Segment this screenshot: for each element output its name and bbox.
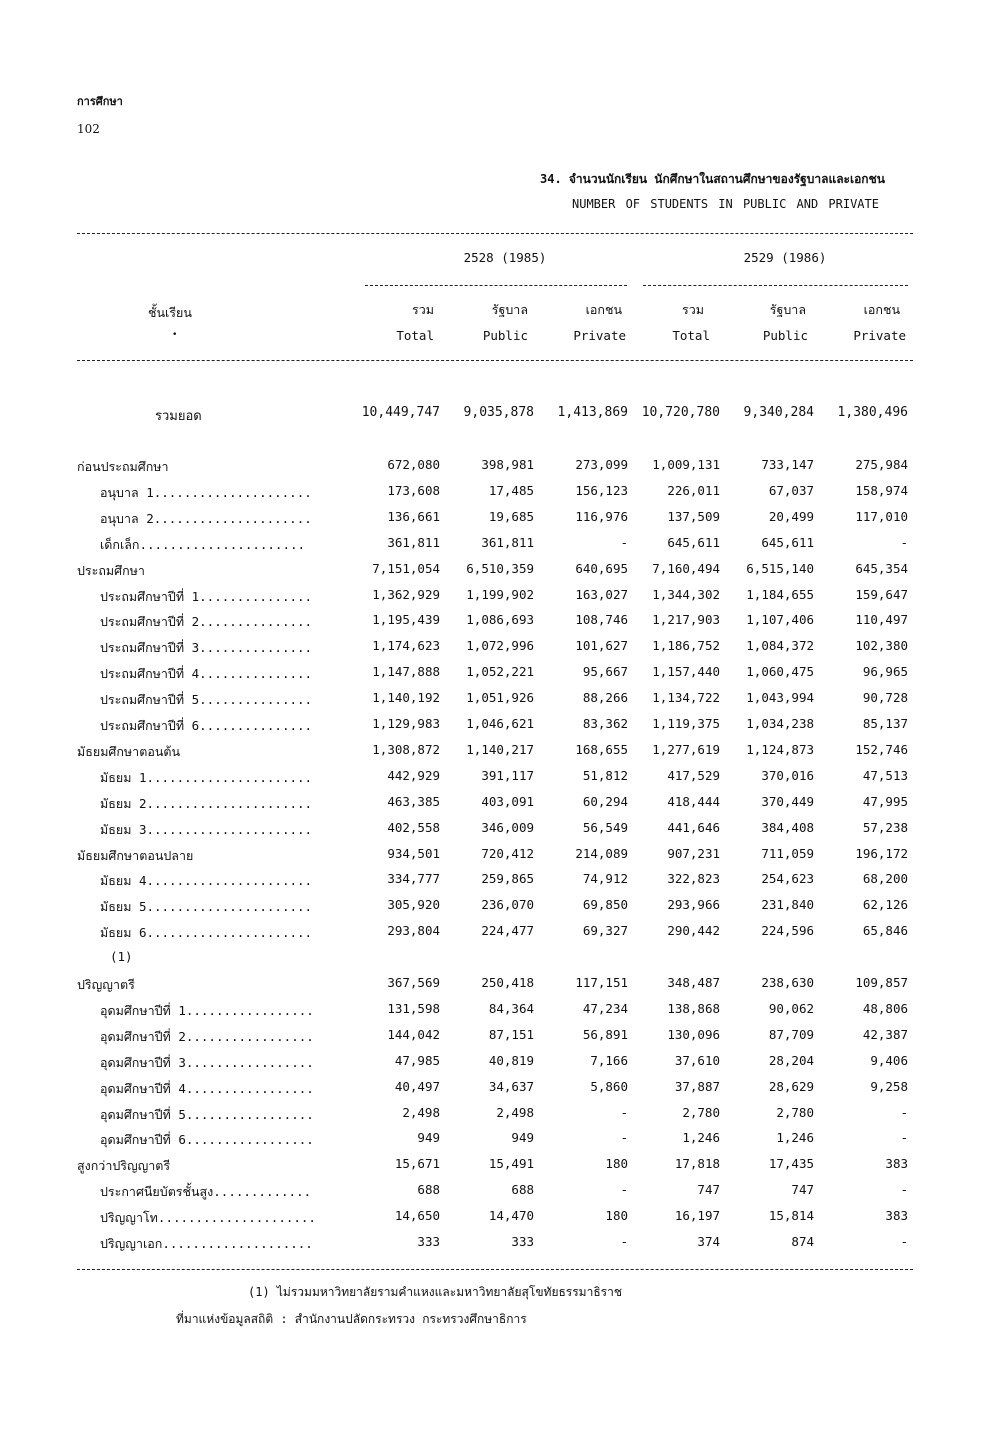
row-label: ประถมศึกษาปีที่ 5............... xyxy=(100,692,313,708)
table-row xyxy=(0,1182,990,1208)
cell-value: 131,598 xyxy=(387,1000,440,1016)
cell-value: 7,160,494 xyxy=(652,560,720,576)
cell-value: 144,042 xyxy=(387,1026,440,1042)
col-header-en-private-1986: Private xyxy=(853,328,906,343)
cell-value: 250,418 xyxy=(481,975,534,990)
row-label: มัธยมศึกษาตอนปลาย xyxy=(77,847,194,863)
col-header-th-private-1986: เอกชน xyxy=(863,302,900,317)
table-row xyxy=(0,1001,990,1027)
cell-value: 1,043,994 xyxy=(746,690,814,706)
cell-value: 361,811 xyxy=(481,534,534,550)
cell-value: 934,501 xyxy=(387,845,440,861)
cell-value: 87,151 xyxy=(488,1026,534,1042)
cell-value: 370,449 xyxy=(761,793,814,809)
source-note: ที่มาแห่งข้อมูลสถิติ : สำนักงานปลัดกระทรวง กระทรวงศึกษาธิการ xyxy=(176,1312,527,1326)
cell-value: 645,354 xyxy=(855,560,908,576)
running-head: การศึกษา xyxy=(77,95,123,108)
table-row xyxy=(0,1208,990,1234)
row-label: ปริญญาตรี xyxy=(77,977,135,992)
col-header-en-total-1985: Total xyxy=(396,328,434,343)
cell-value: 69,850 xyxy=(582,897,628,913)
cell-value: 15,814 xyxy=(768,1208,814,1224)
cell-value: - xyxy=(900,1182,908,1198)
cell-value: 47,234 xyxy=(582,1000,628,1016)
col-header-en-private-1985: Private xyxy=(573,328,626,343)
table-row xyxy=(0,871,990,897)
cell-value: 74,912 xyxy=(582,871,628,887)
row-label: อนุบาล 2..................... xyxy=(100,510,312,526)
cell-value: 398,981 xyxy=(481,457,534,472)
table-row xyxy=(0,742,990,768)
row-label: ปริญญาโท..................... xyxy=(100,1210,316,1226)
cell-value: 34,637 xyxy=(488,1078,534,1094)
row-label: อุดมศึกษาปีที่ 4................. xyxy=(100,1080,314,1096)
row-label: สูงกว่าปริญญาตรี xyxy=(77,1158,171,1174)
cell-value: 137,509 xyxy=(667,508,720,524)
cell-value: 293,804 xyxy=(387,923,440,939)
cell-value: 747 xyxy=(697,1182,720,1198)
cell-value: 1,129,983 xyxy=(372,716,440,731)
year-header-1986: 2529 (1986) xyxy=(743,250,827,265)
total-row-label: รวมยอด xyxy=(155,409,202,424)
cell-value: 20,499 xyxy=(768,508,814,524)
page-number: 102 xyxy=(77,122,100,136)
cell-value: 231,840 xyxy=(761,897,814,913)
table-row xyxy=(0,690,990,716)
row-label: ประถมศึกษาปีที่ 2............... xyxy=(100,614,313,630)
cell-value: 1,277,619 xyxy=(652,741,720,757)
cell-value: 1,199,902 xyxy=(466,586,534,602)
cell-value: 84,364 xyxy=(488,1000,534,1016)
cell-value: 56,549 xyxy=(582,819,628,835)
cell-value: 293,966 xyxy=(667,897,720,913)
row-label: อุดมศึกษาปีที่ 2................. xyxy=(100,1028,314,1044)
cell-value: 273,099 xyxy=(575,457,628,472)
table-row xyxy=(0,768,990,794)
cell-value: 15,491 xyxy=(488,1156,534,1172)
cell-value: 1,140,217 xyxy=(466,741,534,757)
cell-value: 2,498 xyxy=(496,1104,534,1120)
cell-value: 334,777 xyxy=(387,871,440,887)
cell-value: 7,151,054 xyxy=(372,560,440,576)
table-row xyxy=(0,561,990,587)
cell-value: 383 xyxy=(885,1208,908,1224)
row-label: ปริญญาเอก.................... xyxy=(100,1236,313,1251)
row-label: อุดมศึกษาปีที่ 5................. xyxy=(100,1106,314,1122)
cell-value: 87,709 xyxy=(768,1026,814,1042)
total-value: 1,413,869 xyxy=(557,405,628,420)
col-header-th-public-1986: รัฐบาล xyxy=(769,302,806,317)
cell-value: 47,513 xyxy=(862,767,908,783)
cell-value: 67,037 xyxy=(768,482,814,498)
cell-value: 47,985 xyxy=(394,1052,440,1068)
cell-value: 117,010 xyxy=(855,508,908,524)
col-header-en-public-1985: Public xyxy=(482,328,528,343)
table-row xyxy=(0,716,990,742)
cell-value: 28,629 xyxy=(768,1078,814,1094)
cell-value: 1,186,752 xyxy=(652,638,720,654)
cell-value: 17,435 xyxy=(768,1156,814,1172)
cell-value: 874 xyxy=(791,1234,814,1249)
cell-value: 95,667 xyxy=(582,664,628,680)
cell-value: 90,062 xyxy=(768,1000,814,1016)
cell-value: 9,406 xyxy=(870,1052,908,1068)
cell-value: 238,630 xyxy=(761,975,814,990)
cell-value: 254,623 xyxy=(761,871,814,887)
cell-value: 40,819 xyxy=(488,1052,534,1068)
table-row xyxy=(0,897,990,923)
table-row xyxy=(0,535,990,561)
cell-value: 1,217,903 xyxy=(652,612,720,628)
cell-value: 159,647 xyxy=(855,586,908,602)
table-row xyxy=(0,612,990,638)
cell-value: 1,009,131 xyxy=(652,457,720,472)
col-header-th-total-1986: รวม xyxy=(682,302,704,317)
cell-value: 48,806 xyxy=(862,1000,908,1016)
row-label: มัธยมศึกษาตอนต้น xyxy=(77,743,181,759)
cell-value: 672,080 xyxy=(387,457,440,472)
cell-value: 83,362 xyxy=(582,716,628,731)
table-row xyxy=(0,820,990,846)
cell-value: 1,072,996 xyxy=(466,638,534,654)
cell-value: 1,086,693 xyxy=(466,612,534,628)
table-title-english: NUMBER OF STUDENTS IN PUBLIC AND PRIVATE xyxy=(572,197,879,211)
cell-value: 949 xyxy=(417,1130,440,1146)
table-row xyxy=(0,483,990,509)
cell-value: 109,857 xyxy=(855,975,908,990)
bottom-rule xyxy=(77,1269,913,1270)
cell-value: 275,984 xyxy=(855,457,908,472)
row-label: ประถมศึกษาปีที่ 4............... xyxy=(100,666,313,682)
stub-header: ชั้นเรียน xyxy=(148,305,192,320)
row-label: มัธยม 3...................... xyxy=(100,821,313,837)
cell-value: 402,558 xyxy=(387,819,440,835)
cell-value: 1,174,623 xyxy=(372,638,440,654)
table-title-thai: 34. จำนวนนักเรียน นักศึกษาในสถานศึกษาของรัฐบาลและเอกชน xyxy=(540,172,885,186)
cell-value: 65,846 xyxy=(862,923,908,939)
cell-value: 1,107,406 xyxy=(746,612,814,628)
total-value: 10,449,747 xyxy=(361,405,440,420)
table-row xyxy=(0,457,990,483)
table-row xyxy=(0,794,990,820)
cell-value: 136,661 xyxy=(387,508,440,524)
cell-value: 688 xyxy=(511,1182,534,1198)
total-value: 9,340,284 xyxy=(743,405,814,420)
cell-value: 108,746 xyxy=(575,612,628,628)
cell-value: 57,238 xyxy=(862,819,908,835)
cell-value: 907,231 xyxy=(667,845,720,861)
top-rule xyxy=(77,233,913,234)
cell-value: 305,920 xyxy=(387,897,440,913)
cell-value: 130,096 xyxy=(667,1026,720,1042)
cell-value: 1,034,238 xyxy=(746,716,814,731)
cell-value: 747 xyxy=(791,1182,814,1198)
cell-value: 333 xyxy=(417,1234,440,1249)
cell-value: 259,865 xyxy=(481,871,534,887)
cell-value: 180 xyxy=(605,1156,628,1172)
cell-value: 1,362,929 xyxy=(372,586,440,602)
cell-value: 733,147 xyxy=(761,457,814,472)
cell-value: 1,157,440 xyxy=(652,664,720,680)
cell-value: 1,195,439 xyxy=(372,612,440,628)
cell-value: - xyxy=(900,1130,908,1146)
cell-value: 102,380 xyxy=(855,638,908,654)
col-header-th-private-1985: เอกชน xyxy=(585,302,622,317)
table-row xyxy=(0,587,990,613)
cell-value: 117,151 xyxy=(575,975,628,990)
row-label: อุดมศึกษาปีที่ 1................. xyxy=(100,1002,314,1018)
row-label: เด็กเล็ก...................... xyxy=(100,536,306,552)
cell-value: 1,344,302 xyxy=(652,586,720,602)
cell-value: 1,052,221 xyxy=(466,664,534,680)
col-header-en-public-1986: Public xyxy=(762,328,808,343)
cell-value: 1,084,372 xyxy=(746,638,814,654)
cell-value: 96,965 xyxy=(862,664,908,680)
cell-value: 68,200 xyxy=(862,871,908,887)
col-header-th-public-1985: รัฐบาล xyxy=(491,302,528,317)
cell-value: 168,655 xyxy=(575,741,628,757)
table-row xyxy=(0,664,990,690)
cell-value: 374 xyxy=(697,1234,720,1249)
cell-value: 290,442 xyxy=(667,923,720,939)
year-underline-1985 xyxy=(365,285,627,286)
total-row xyxy=(0,405,990,431)
cell-value: 322,823 xyxy=(667,871,720,887)
cell-value: 37,610 xyxy=(674,1052,720,1068)
cell-value: 62,126 xyxy=(862,897,908,913)
cell-value: 9,258 xyxy=(870,1078,908,1094)
row-label: ประกาศนียบัตรชั้นสูง............. xyxy=(100,1184,312,1200)
table-row xyxy=(0,509,990,535)
cell-value: 17,485 xyxy=(488,482,534,498)
cell-value: 116,976 xyxy=(575,508,628,524)
table-row xyxy=(0,638,990,664)
cell-value: 224,596 xyxy=(761,923,814,939)
cell-value: 156,123 xyxy=(575,482,628,498)
cell-value: 88,266 xyxy=(582,690,628,706)
cell-value: 224,477 xyxy=(481,923,534,939)
cell-value: 441,646 xyxy=(667,819,720,835)
cell-value: 1,134,722 xyxy=(652,690,720,706)
cell-value: 645,611 xyxy=(761,534,814,550)
cell-value: 333 xyxy=(511,1234,534,1249)
row-label: มัธยม 4...................... xyxy=(100,873,313,889)
year-header-1985: 2528 (1985) xyxy=(463,250,547,265)
cell-value: 384,408 xyxy=(761,819,814,835)
cell-value: 28,204 xyxy=(768,1052,814,1068)
total-value: 1,380,496 xyxy=(837,405,908,420)
cell-value: 720,412 xyxy=(481,845,534,861)
cell-value: 442,929 xyxy=(387,767,440,783)
cell-value: 236,070 xyxy=(481,897,534,913)
cell-value: 180 xyxy=(605,1208,628,1224)
cell-value: 1,308,872 xyxy=(372,741,440,757)
cell-value: 640,695 xyxy=(575,560,628,576)
cell-value: 14,650 xyxy=(394,1208,440,1224)
total-value: 10,720,780 xyxy=(641,405,720,420)
cell-value: 1,246 xyxy=(682,1130,720,1146)
cell-value: - xyxy=(620,1104,628,1120)
cell-value: 348,487 xyxy=(667,975,720,990)
cell-value: 417,529 xyxy=(667,767,720,783)
cell-value: 152,746 xyxy=(855,741,908,757)
table-row xyxy=(0,975,990,1001)
header-bottom-rule xyxy=(77,360,913,361)
cell-value: 16,197 xyxy=(674,1208,720,1224)
cell-value: 37,887 xyxy=(674,1078,720,1094)
cell-value: 949 xyxy=(511,1130,534,1146)
cell-value: 214,089 xyxy=(575,845,628,861)
footnote-marker: (1) xyxy=(110,949,133,964)
cell-value: - xyxy=(620,1182,628,1198)
row-label: ประถมศึกษา xyxy=(77,562,145,578)
table-row xyxy=(0,923,990,949)
row-label: อุดมศึกษาปีที่ 3................. xyxy=(100,1054,314,1070)
cell-value: 1,119,375 xyxy=(652,716,720,731)
cell-value: 51,812 xyxy=(582,767,628,783)
cell-value: - xyxy=(620,534,628,550)
cell-value: 14,470 xyxy=(488,1208,534,1224)
cell-value: 19,685 xyxy=(488,508,534,524)
table-row xyxy=(0,1079,990,1105)
cell-value: 361,811 xyxy=(387,534,440,550)
cell-value: 383 xyxy=(885,1156,908,1172)
cell-value: 1,046,621 xyxy=(466,716,534,731)
cell-value: 42,387 xyxy=(862,1026,908,1042)
cell-value: 1,184,655 xyxy=(746,586,814,602)
cell-value: 163,027 xyxy=(575,586,628,602)
cell-value: 367,569 xyxy=(387,975,440,990)
year-underline-1986 xyxy=(643,285,908,286)
cell-value: 47,995 xyxy=(862,793,908,809)
cell-value: 226,011 xyxy=(667,482,720,498)
cell-value: 688 xyxy=(417,1182,440,1198)
table-row xyxy=(0,1027,990,1053)
table-row xyxy=(0,1053,990,1079)
cell-value: 56,891 xyxy=(582,1026,628,1042)
cell-value: 17,818 xyxy=(674,1156,720,1172)
row-label: มัธยม 6...................... xyxy=(100,925,313,941)
row-label: ประถมศึกษาปีที่ 6............... xyxy=(100,718,313,733)
row-label: อนุบาล 1..................... xyxy=(100,484,312,500)
cell-value: 5,860 xyxy=(590,1078,628,1094)
cell-value: 645,611 xyxy=(667,534,720,550)
cell-value: - xyxy=(900,1104,908,1120)
cell-value: 1,147,888 xyxy=(372,664,440,680)
table-row xyxy=(0,1130,990,1156)
col-header-en-total-1986: Total xyxy=(672,328,710,343)
cell-value: - xyxy=(900,534,908,550)
col-header-th-total-1985: รวม xyxy=(412,302,434,317)
cell-value: 2,498 xyxy=(402,1104,440,1120)
cell-value: 391,117 xyxy=(481,767,534,783)
cell-value: 69,327 xyxy=(582,923,628,939)
cell-value: - xyxy=(900,1234,908,1249)
cell-value: 110,497 xyxy=(855,612,908,628)
cell-value: 101,627 xyxy=(575,638,628,654)
row-label: ก่อนประถมศึกษา xyxy=(77,459,169,474)
cell-value: 158,974 xyxy=(855,482,908,498)
row-label: ประถมศึกษาปีที่ 3............... xyxy=(100,640,313,656)
cell-value: 7,166 xyxy=(590,1052,628,1068)
table-row xyxy=(0,1234,990,1260)
cell-value: 2,780 xyxy=(682,1104,720,1120)
table-row xyxy=(0,1105,990,1131)
cell-value: 85,137 xyxy=(862,716,908,731)
row-label: มัธยม 5...................... xyxy=(100,899,313,915)
cell-value: 1,124,873 xyxy=(746,741,814,757)
cell-value: 40,497 xyxy=(394,1078,440,1094)
cell-value: 370,016 xyxy=(761,767,814,783)
cell-value: 196,172 xyxy=(855,845,908,861)
cell-value: 90,728 xyxy=(862,690,908,706)
table-row xyxy=(0,1156,990,1182)
cell-value: 403,091 xyxy=(481,793,534,809)
cell-value: 346,009 xyxy=(481,819,534,835)
row-label: ประถมศึกษาปีที่ 1............... xyxy=(100,588,313,604)
cell-value: 1,140,192 xyxy=(372,690,440,706)
cell-value: 60,294 xyxy=(582,793,628,809)
cell-value: 6,510,359 xyxy=(466,560,534,576)
cell-value: 1,051,926 xyxy=(466,690,534,706)
total-value: 9,035,878 xyxy=(463,405,534,420)
table-row xyxy=(0,846,990,872)
cell-value: 1,246 xyxy=(776,1130,814,1146)
cell-value: 1,060,475 xyxy=(746,664,814,680)
footnote: (1) ไม่รวมมหาวิทยาลัยรามคำแหงและมหาวิทยาลัยสุโขทัยธรรมาธิราช xyxy=(248,1285,622,1299)
cell-value: - xyxy=(620,1130,628,1146)
cell-value: 418,444 xyxy=(667,793,720,809)
cell-value: 173,608 xyxy=(387,482,440,498)
cell-value: - xyxy=(620,1234,628,1249)
cell-value: 6,515,140 xyxy=(746,560,814,576)
cell-value: 2,780 xyxy=(776,1104,814,1120)
cell-value: 138,868 xyxy=(667,1000,720,1016)
cell-value: 463,385 xyxy=(387,793,440,809)
cell-value: 15,671 xyxy=(394,1156,440,1172)
row-label: มัธยม 2...................... xyxy=(100,795,313,811)
cell-value: 711,059 xyxy=(761,845,814,861)
row-label: มัธยม 1...................... xyxy=(100,769,313,785)
stub-header-mark: • xyxy=(172,330,178,340)
row-label: อุดมศึกษาปีที่ 6................. xyxy=(100,1132,314,1148)
